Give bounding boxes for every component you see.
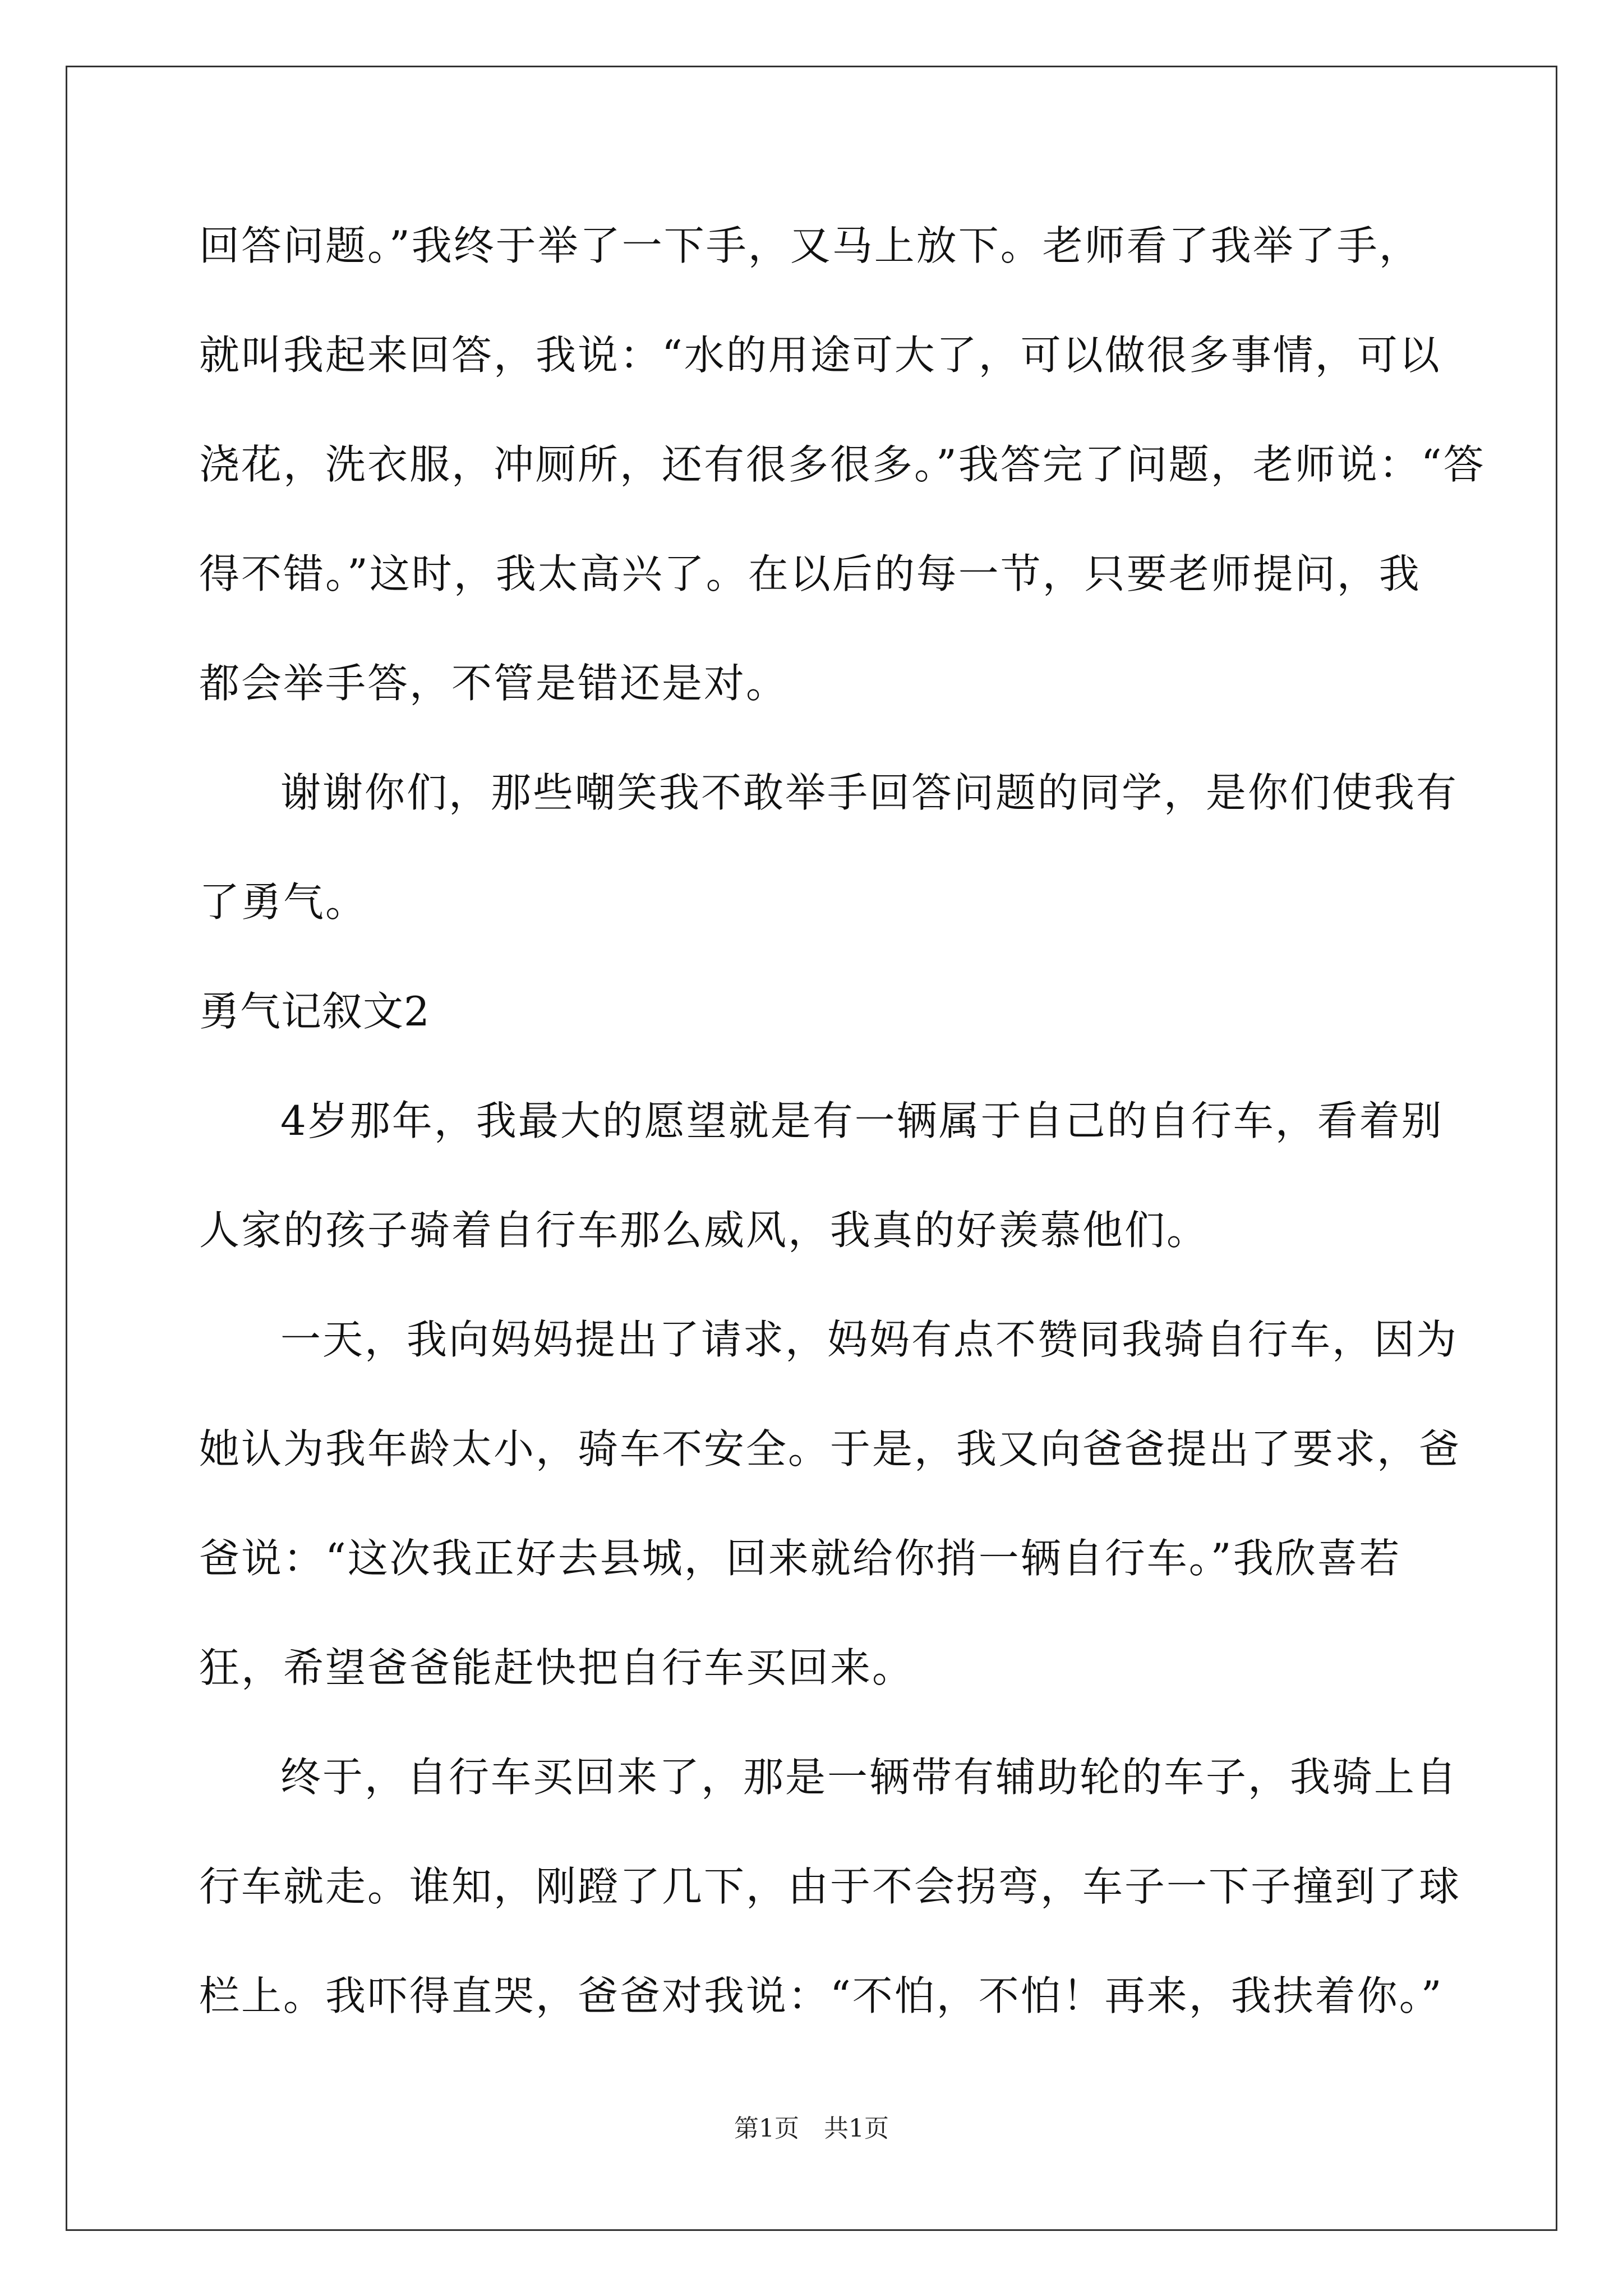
- text-line-4: 得不错。”这时，我太高兴了。在以后的每一节，只要老师提问，我: [199, 550, 1421, 597]
- text-line-12: 她认为我年龄太小，骑车不安全。于是，我又向爸爸提出了要求，爸: [199, 1425, 1461, 1473]
- text-line-7: 了勇气。: [199, 878, 368, 926]
- text-line-17: 栏上。我吓得直哭，爸爸对我说：“不怕，不怕！再来，我扶着你。”: [199, 1972, 1444, 2019]
- text-line-1: 回答问题。”我终于举了一下手，又马上放下。老师看了我举了手，: [199, 222, 1421, 269]
- text-line-2: 就叫我起来回答，我说：“水的用途可大了，可以做很多事情，可以: [199, 332, 1441, 379]
- text-line-6: 谢谢你们，那些嘲笑我不敢举手回答问题的同学，是你们使我有: [280, 769, 1459, 816]
- text-line-11: 一天，我向妈妈提出了请求，妈妈有点不赞同我骑自行车，因为: [280, 1316, 1459, 1363]
- text-line-3: 浇花，洗衣服，冲厕所，还有很多很多。”我答完了问题，老师说：“答: [199, 441, 1486, 488]
- text-line-13: 爸说：“这次我正好去县城，回来就给你捎一辆自行车。”我欣喜若: [199, 1535, 1401, 1582]
- text-line-15: 终于，自行车买回来了，那是一辆带有辅助轮的车子，我骑上自: [280, 1754, 1459, 1801]
- text-line-14: 狂，希望爸爸能赶快把自行车买回来。: [199, 1644, 915, 1691]
- text-line-5: 都会举手答，不管是错还是对。: [199, 660, 789, 707]
- text-line-10: 人家的孩子骑着自行车那么威风，我真的好羡慕他们。: [199, 1207, 1209, 1254]
- section-heading: 勇气记叙文2: [199, 988, 430, 1035]
- page-number: 第1页: [734, 2114, 799, 2143]
- total-pages: 共1页: [824, 2114, 889, 2143]
- text-line-9: 4岁那年，我最大的愿望就是有一辆属于自己的自行车，看着别: [280, 1097, 1444, 1144]
- text-line-16: 行车就走。谁知，刚蹬了几下，由于不会拐弯，车子一下子撞到了球: [199, 1863, 1461, 1910]
- page-footer: [0, 2112, 1623, 2146]
